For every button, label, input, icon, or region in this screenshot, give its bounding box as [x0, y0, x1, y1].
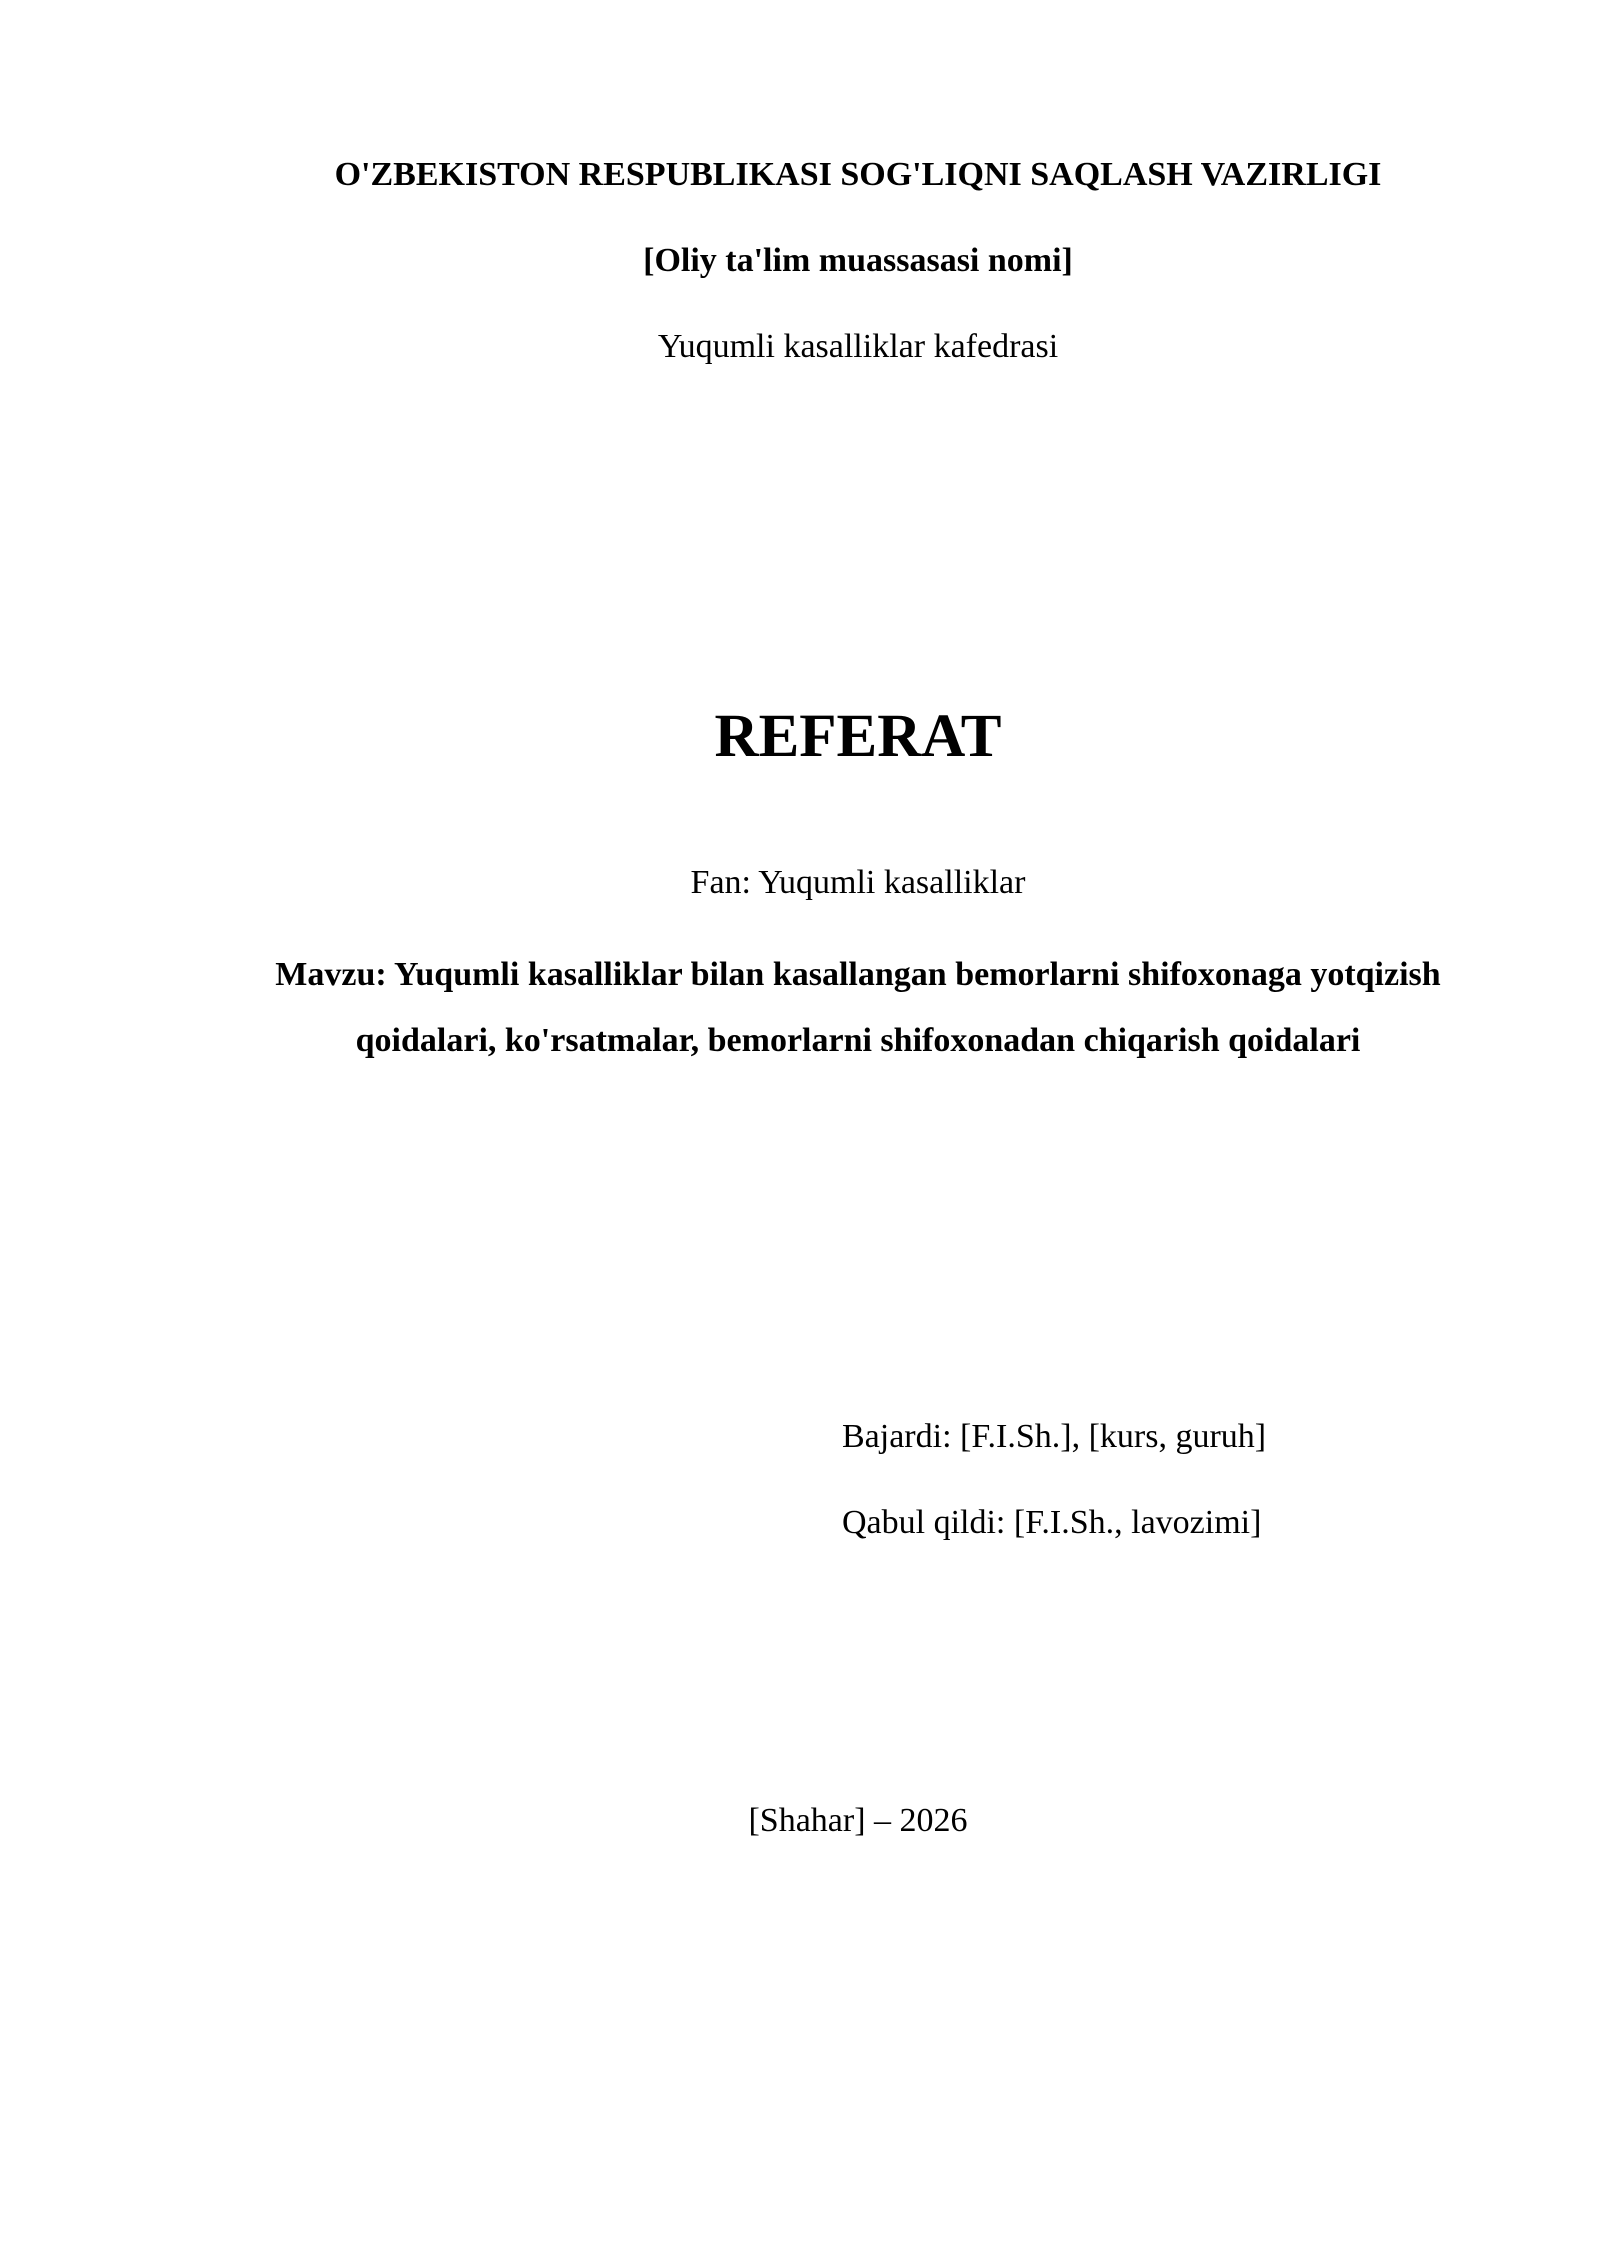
subject-line: Fan: Yuqumli kasalliklar — [690, 864, 1026, 901]
ministry-heading: O'ZBEKISTON RESPUBLIKASI SOG'LIQNI SAQLASH VAZIRLIGI — [334, 156, 1382, 193]
department-name: Yuqumli kasalliklar kafedrasi — [657, 328, 1059, 365]
institution-name: [Oliy ta'lim muassasasi nomi] — [643, 242, 1073, 279]
performed-by-line: Bajardi: [F.I.Sh.], [kurs, guruh] — [842, 1418, 1267, 1455]
topic-paragraph: Mavzu: Yuqumli kasalliklar bilan kasallangan bemorlarni shifoxonaga yotqizish qoidalari, ko'rsatmalar, bemorlarni shifoxonadan chiqarish qoidalari — [275, 956, 1441, 1059]
document-type-title: REFERAT — [714, 703, 1002, 770]
accepted-by-line: Qabul qildi: [F.I.Sh., lavozimi] — [842, 1504, 1262, 1541]
city-year-footer: [Shahar] – 2026 — [748, 1802, 968, 1839]
